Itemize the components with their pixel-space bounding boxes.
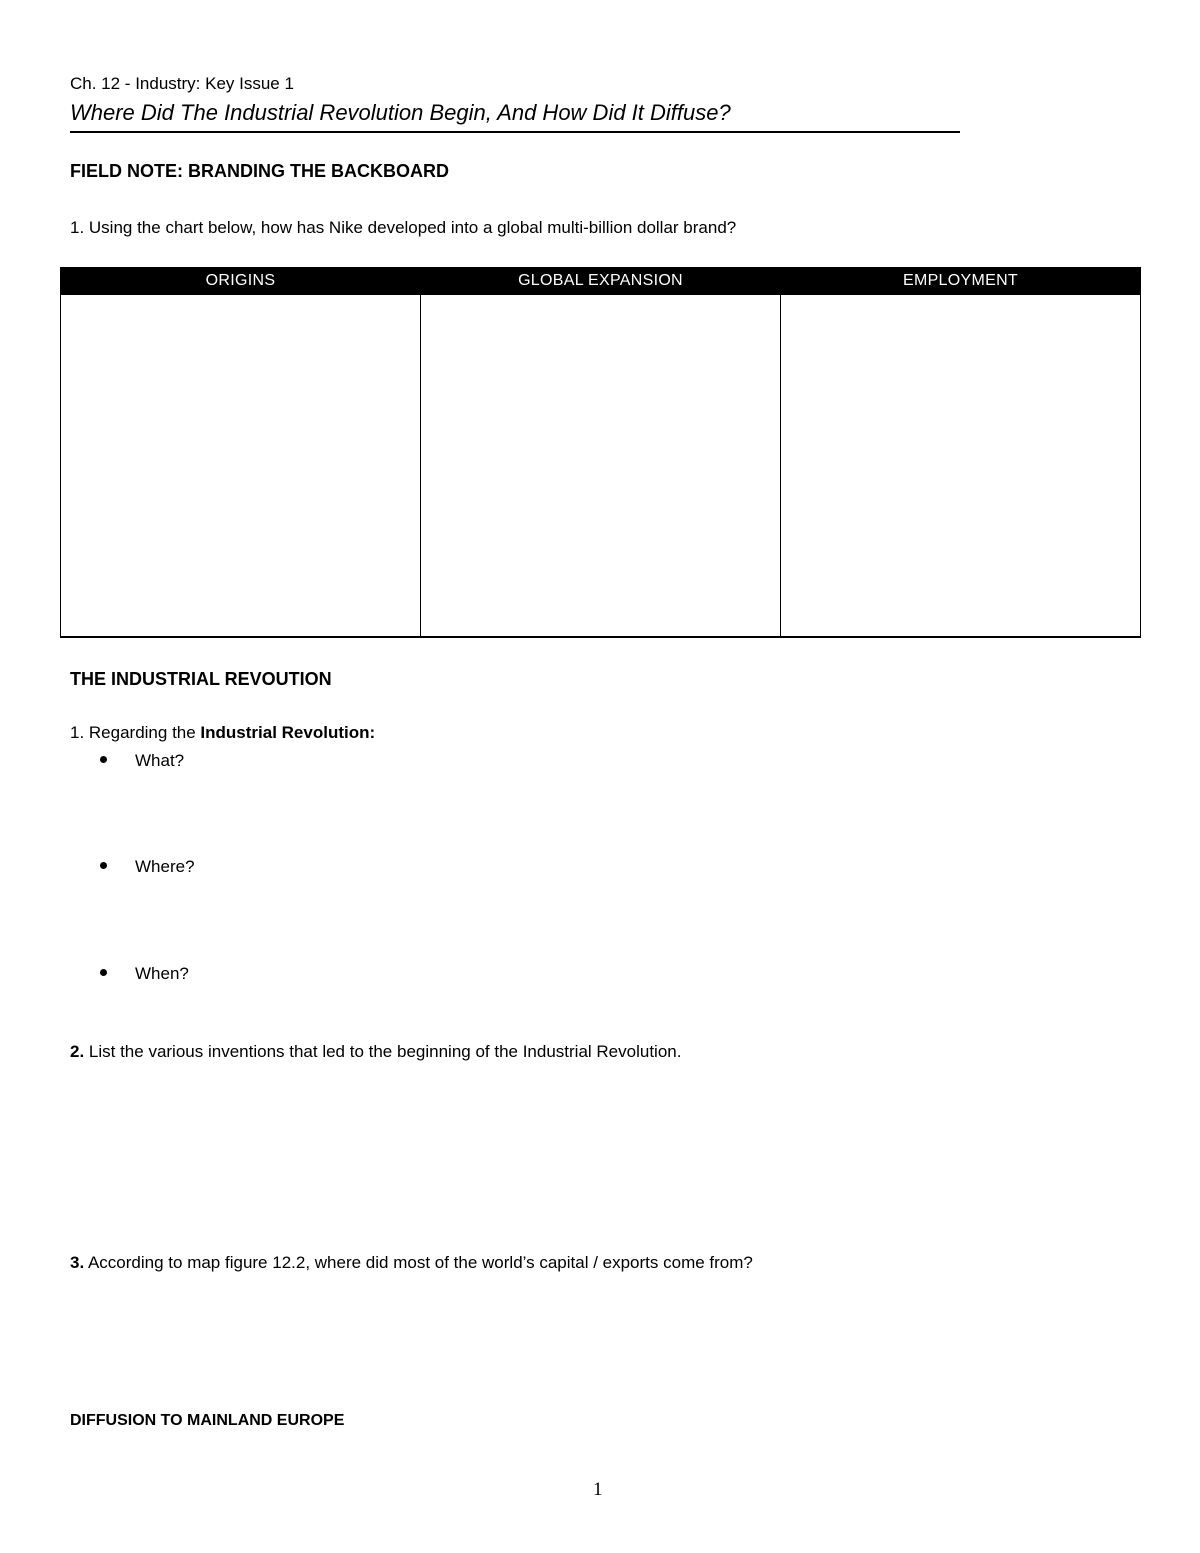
page-title: Where Did The Industrial Revolution Begin, And How Did It Diffuse? bbox=[70, 100, 731, 125]
question-3-text: According to map figure 12.2, where did most of the world’s capital / exports come from? bbox=[84, 1253, 753, 1272]
question-3 bbox=[70, 1253, 753, 1273]
chapter-label: Ch. 12 - Industry: Key Issue 1 bbox=[70, 74, 294, 93]
column-header-origins: ORIGINS bbox=[61, 267, 421, 295]
nike-chart-table bbox=[60, 267, 1141, 638]
bullet-what bbox=[100, 751, 184, 771]
question-3-number: 3. bbox=[70, 1253, 85, 1272]
bullet-where bbox=[100, 857, 195, 877]
origins-answer-cell[interactable] bbox=[61, 295, 421, 638]
bullet-when-label: When? bbox=[135, 964, 189, 983]
question-1-prefix: 1. Regarding the bbox=[70, 723, 201, 742]
bullet-icon bbox=[100, 969, 107, 976]
diffusion-heading: DIFFUSION TO MAINLAND EUROPE bbox=[70, 1412, 345, 1429]
employment-answer-cell[interactable] bbox=[781, 295, 1141, 638]
bullet-icon bbox=[100, 756, 107, 763]
bullet-where-label: Where? bbox=[135, 857, 195, 876]
question-1-bold: Industrial Revolution: bbox=[200, 723, 376, 742]
bullet-icon bbox=[100, 862, 107, 869]
field-note-question: 1. Using the chart below, how has Nike developed into a global multi-billion dollar brand? bbox=[70, 218, 737, 237]
page-number: 1 bbox=[593, 1479, 603, 1500]
field-note-heading: FIELD NOTE: BRANDING THE BACKBOARD bbox=[70, 161, 449, 181]
industrial-revolution-heading: THE INDUSTRIAL REVOUTION bbox=[70, 669, 332, 689]
title-underline bbox=[70, 131, 960, 133]
global-expansion-answer-cell[interactable] bbox=[421, 295, 781, 638]
question-2-text: List the various inventions that led to the beginning of the Industrial Revolution. bbox=[84, 1042, 682, 1061]
bullet-when bbox=[100, 964, 189, 984]
question-2-number: 2. bbox=[70, 1042, 85, 1061]
column-header-employment: EMPLOYMENT bbox=[781, 267, 1141, 295]
question-2 bbox=[70, 1042, 681, 1062]
question-1 bbox=[70, 723, 375, 743]
bullet-what-label: What? bbox=[135, 751, 185, 770]
column-header-global-expansion: GLOBAL EXPANSION bbox=[421, 267, 781, 295]
